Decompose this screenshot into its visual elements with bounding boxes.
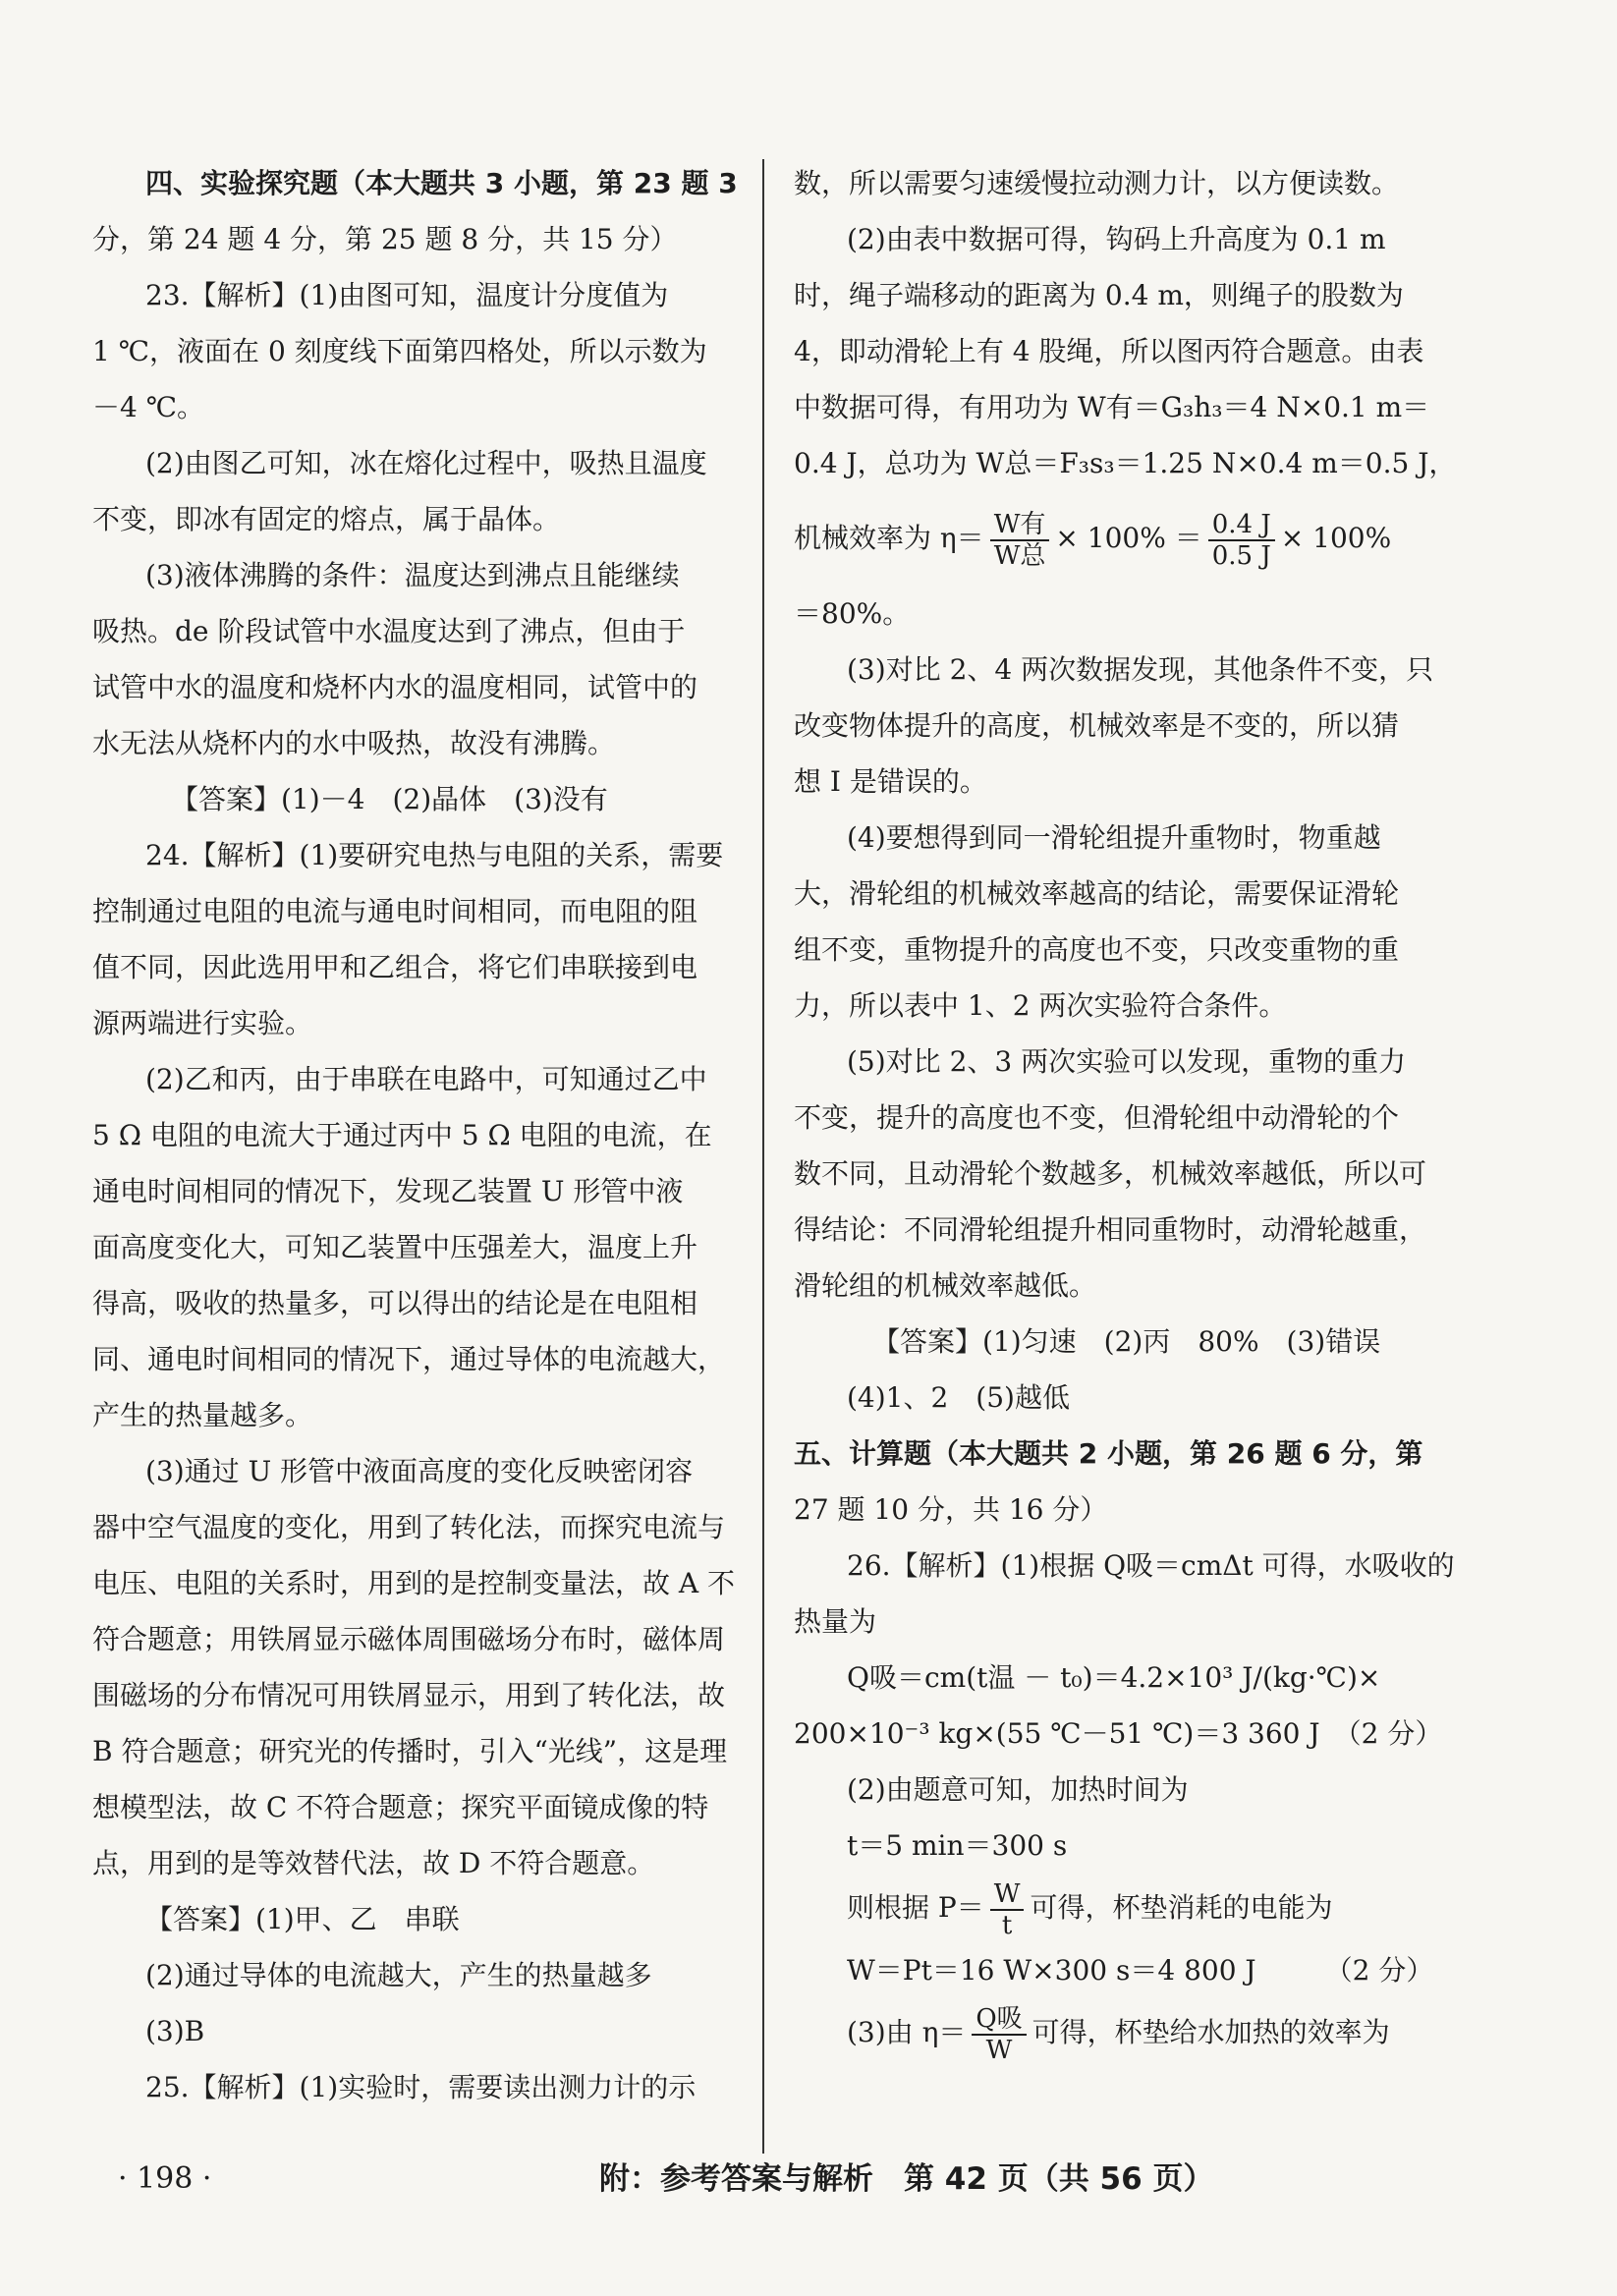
text-line: (3)对比 2、4 两次数据发现，其他条件不变，只	[847, 653, 1434, 686]
text-line: 23.【解析】(1)由图可知，温度计分度值为	[145, 279, 669, 311]
formula-text: 机械效率为 η＝	[794, 522, 984, 554]
text-line: 24.【解析】(1)要研究电热与电阻的关系，需要	[145, 839, 724, 871]
text-line: 产生的热量越多。	[92, 1399, 313, 1431]
text-line: (2)乙和丙，由于串联在电路中，可知通过乙中	[145, 1063, 707, 1095]
text-line: 数不同，且动滑轮个数越多，机械效率越低，所以可	[794, 1157, 1427, 1190]
text-line: 25.【解析】(1)实验时，需要读出测力计的示	[145, 2071, 697, 2103]
fraction-numerator: W	[990, 1879, 1025, 1911]
text-line: ＝80%。	[794, 597, 911, 630]
text-line: 【答案】(1)－4 (2)晶体 (3)没有	[171, 783, 608, 815]
text-line: 符合题意；用铁屑显示磁体周围磁场分布时，磁体周	[92, 1623, 726, 1655]
fraction	[972, 2004, 1026, 2065]
text-line: 时，绳子端移动的距离为 0.4 m，则绳子的股数为	[794, 279, 1404, 311]
text-line: 值不同，因此选用甲和乙组合，将它们串联接到电	[92, 951, 698, 983]
fraction-denominator: 0.5 J	[1211, 540, 1271, 571]
text-line: 电压、电阻的关系时，用到的是控制变量法，故 A 不	[92, 1567, 736, 1599]
text-line: 点，用到的是等效替代法，故 D 不符合题意。	[92, 1847, 655, 1879]
text-line: 大，滑轮组的机械效率越高的结论，需要保证滑轮	[794, 877, 1400, 910]
text-line: (2)通过导体的电流越大，产生的热量越多	[145, 1959, 652, 1991]
text-line: (3)B	[145, 2015, 205, 2047]
page-footer	[0, 2150, 1617, 2209]
formula-text: 可得，杯垫给水加热的效率为	[1032, 2016, 1390, 2048]
text-line: 通电时间相同的情况下，发现乙装置 U 形管中液	[92, 1175, 684, 1207]
text-line: t＝5 min＝300 s	[847, 1829, 1068, 1862]
left-column	[92, 155, 737, 2115]
fraction-numerator: W有	[990, 510, 1050, 541]
text-line: 围磁场的分布情况可用铁屑显示，用到了转化法，故	[92, 1679, 726, 1711]
text-line: 力，所以表中 1、2 两次实验符合条件。	[794, 989, 1287, 1022]
text-line: 组不变，重物提升的高度也不变，只改变重物的重	[794, 933, 1400, 966]
fraction	[990, 510, 1050, 571]
text-line: 4，即动滑轮上有 4 股绳，所以图丙符合题意。由表	[794, 335, 1424, 367]
text-line: (2)由题意可知，加热时间为	[847, 1773, 1189, 1806]
page-number: · 198 ·	[118, 2161, 212, 2196]
text-line: 分，第 24 题 4 分，第 25 题 8 分，共 15 分）	[92, 223, 678, 255]
text-line: (2)由表中数据可得，钩码上升高度为 0.1 m	[847, 223, 1386, 255]
text-line: －4 ℃。	[92, 391, 205, 423]
fraction-denominator: W	[985, 2035, 1013, 2065]
fraction-numerator: 0.4 J	[1208, 510, 1275, 541]
text-line: 26.【解析】(1)根据 Q吸＝cmΔt 可得，水吸收的	[847, 1549, 1455, 1582]
text-line: 五、计算题（本大题共 2 小题，第 26 题 6 分，第	[794, 1437, 1423, 1470]
text-line: 不变，即冰有固定的熔点，属于晶体。	[92, 503, 561, 535]
formula-text: 可得，杯垫消耗的电能为	[1030, 1891, 1333, 1924]
text-line: 【答案】(1)甲、乙 串联	[145, 1903, 460, 1935]
text-line: 27 题 10 分，共 16 分）	[794, 1493, 1108, 1526]
text-line: (3)通过 U 形管中液面高度的变化反映密闭容	[145, 1455, 694, 1487]
text-line: 数，所以需要匀速缓慢拉动测力计，以方便读数。	[794, 167, 1400, 199]
right-column	[794, 155, 1457, 2067]
text-line: 试管中水的温度和烧杯内水的温度相同，试管中的	[92, 671, 698, 703]
text-line: (2)由图乙可知，冰在熔化过程中，吸热且温度	[145, 447, 707, 479]
text-line: (5)对比 2、3 两次实验可以发现，重物的重力	[847, 1045, 1407, 1078]
formula-text: × 100% ＝	[1055, 522, 1202, 554]
formula-line	[794, 1998, 1437, 2067]
text-line: 热量为	[794, 1605, 877, 1638]
fraction	[990, 1879, 1025, 1940]
text-line: 不变，提升的高度也不变，但滑轮组中动滑轮的个	[794, 1101, 1400, 1134]
text-line: 想模型法，故 C 不符合题意；探究平面镜成像的特	[92, 1791, 709, 1823]
text-line: 改变物体提升的高度，机械效率是不变的，所以猜	[794, 709, 1400, 742]
text-line: 水无法从烧杯内的水中吸热，故没有沸腾。	[92, 727, 616, 759]
text-line: B 符合题意；研究光的传播时，引入“光线”，这是理	[92, 1735, 728, 1767]
text-line: 想 Ⅰ 是错误的。	[794, 765, 987, 798]
text-line: W＝Pt＝16 W×300 s＝4 800 J （2 分）	[847, 1954, 1434, 1987]
text-line: 器中空气温度的变化，用到了转化法，而探究电流与	[92, 1511, 726, 1543]
text-line: 面高度变化大，可知乙装置中压强差大，温度上升	[92, 1231, 698, 1263]
text-line: 1 ℃，液面在 0 刻度线下面第四格处，所以示数为	[92, 335, 707, 367]
text-line: 0.4 J，总功为 W总＝F₃s₃＝1.25 N×0.4 m＝0.5 J，	[794, 447, 1457, 479]
text-line: 滑轮组的机械效率越低。	[794, 1269, 1097, 1302]
text-line: 吸热。de 阶段试管中水温度达到了沸点，但由于	[92, 615, 686, 647]
text-line: Q吸＝cm(t温 － t₀)＝4.2×10³ J/(kg·℃)×	[847, 1661, 1381, 1694]
text-line: 得结论：不同滑轮组提升相同重物时，动滑轮越重，	[794, 1213, 1427, 1246]
fraction	[1208, 510, 1275, 571]
text-line: 得高，吸收的热量多，可以得出的结论是在电阻相	[92, 1287, 698, 1319]
formula-text: 则根据 P＝	[847, 1891, 984, 1924]
formula-line	[794, 491, 1437, 586]
text-line: 四、实验探究题（本大题共 3 小题，第 23 题 3	[145, 167, 738, 199]
text-line: 【答案】(1)匀速 (2)丙 80% (3)错误	[872, 1325, 1381, 1358]
formula-text: (3)由 η＝	[847, 2016, 967, 2048]
fraction-denominator: W总	[993, 540, 1046, 571]
fraction-numerator: Q吸	[972, 2004, 1026, 2036]
fraction-denominator: t	[1001, 1910, 1013, 1940]
text-line: (4)要想得到同一滑轮组提升重物时，物重越	[847, 821, 1381, 854]
formula-text: × 100%	[1280, 522, 1392, 554]
text-line: 5 Ω 电阻的电流大于通过丙中 5 Ω 电阻的电流，在	[92, 1119, 712, 1151]
text-line: 源两端进行实验。	[92, 1007, 313, 1039]
text-line: 控制通过电阻的电流与通电时间相同，而电阻的阻	[92, 895, 698, 927]
formula-line	[794, 1874, 1437, 1942]
text-line: 中数据可得，有用功为 W有＝G₃h₃＝4 N×0.1 m＝	[794, 391, 1430, 423]
column-divider	[762, 159, 764, 2154]
text-line: (3)液体沸腾的条件：温度达到沸点且能继续	[145, 559, 680, 591]
footer-title: 附：参考答案与解析 第 42 页（共 56 页）	[599, 2161, 1214, 2197]
text-line: (4)1、2 (5)越低	[847, 1381, 1070, 1414]
text-line: 同、通电时间相同的情况下，通过导体的电流越大，	[92, 1343, 726, 1375]
text-line: 200×10⁻³ kg×(55 ℃－51 ℃)＝3 360 J （2 分）	[794, 1717, 1443, 1750]
